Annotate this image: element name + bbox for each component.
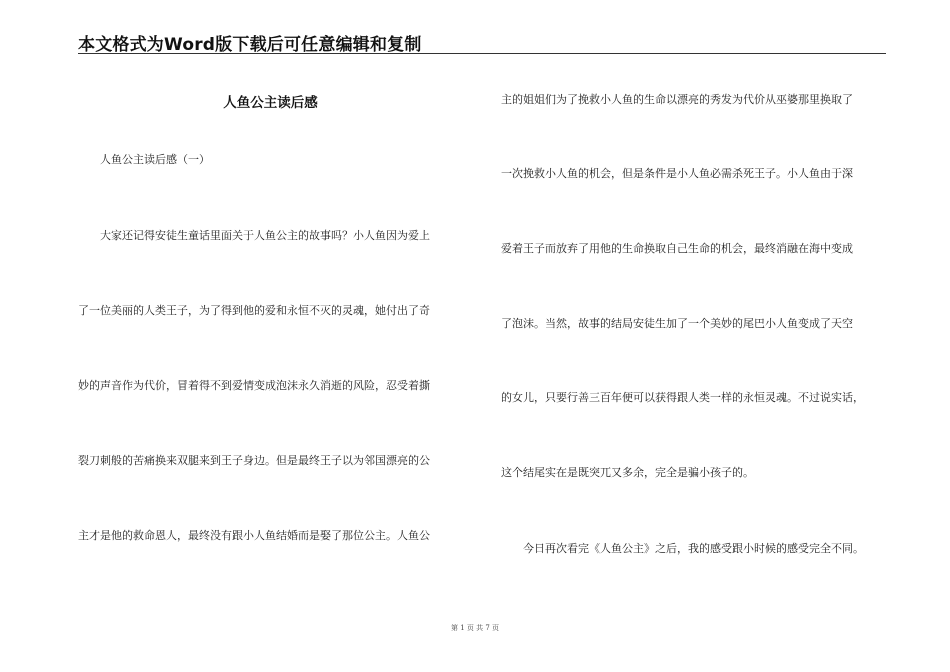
paragraph-line: 的女儿，只要行善三百年便可以获得跟人类一样的永恒灵魂。不过说实话，: [501, 391, 864, 404]
paragraph-line: 了一位美丽的人类王子，为了得到他的爱和永恒不灭的灵魂，她付出了奇: [78, 304, 430, 317]
paragraph-line: 大家还记得安徒生童话里面关于人鱼公主的故事吗？小人鱼因为爱上: [100, 229, 430, 242]
paragraph-line: 了泡沫。当然，故事的结局安徒生加了一个美妙的尾巴小人鱼变成了天空: [501, 317, 853, 330]
paragraph-line: 一次挽救小人鱼的机会，但是条件是小人鱼必需杀死王子。小人鱼由于深: [501, 167, 853, 180]
paragraph-line: 主才是他的救命恩人，最终没有跟小人鱼结婚而是娶了那位公主。人鱼公: [78, 529, 430, 542]
paragraph-line: 爱着王子而放弃了用他的生命换取自己生命的机会，最终消融在海中变成: [501, 242, 853, 255]
paragraph-line: 妙的声音作为代价，冒着得不到爱情变成泡沫永久消逝的风险，忍受着撕: [78, 379, 430, 392]
paragraph-line: 裂刀刺般的苦痛换来双腿来到王子身边。但是最终王子以为邻国漂亮的公: [78, 454, 430, 467]
paragraph-line: 今日再次看完《人鱼公主》之后，我的感受跟小时候的感受完全不同。: [523, 542, 864, 555]
left-text-column: [78, 0, 466, 672]
document-banner: 本文格式为Word版下载后可任意编辑和复制: [78, 35, 422, 55]
right-text-column: [501, 0, 889, 672]
section-heading: 人鱼公主读后感（一）: [100, 153, 210, 166]
paragraph-line: 主的姐姐们为了挽救小人鱼的生命以漂亮的秀发为代价从巫婆那里换取了: [501, 93, 853, 106]
page-indicator: 第 1 页 共 7 页: [450, 624, 500, 632]
document-title: 人鱼公主读后感: [223, 95, 318, 111]
paragraph-line: 这个结尾实在是既突兀又多余，完全是骗小孩子的。: [501, 466, 754, 479]
